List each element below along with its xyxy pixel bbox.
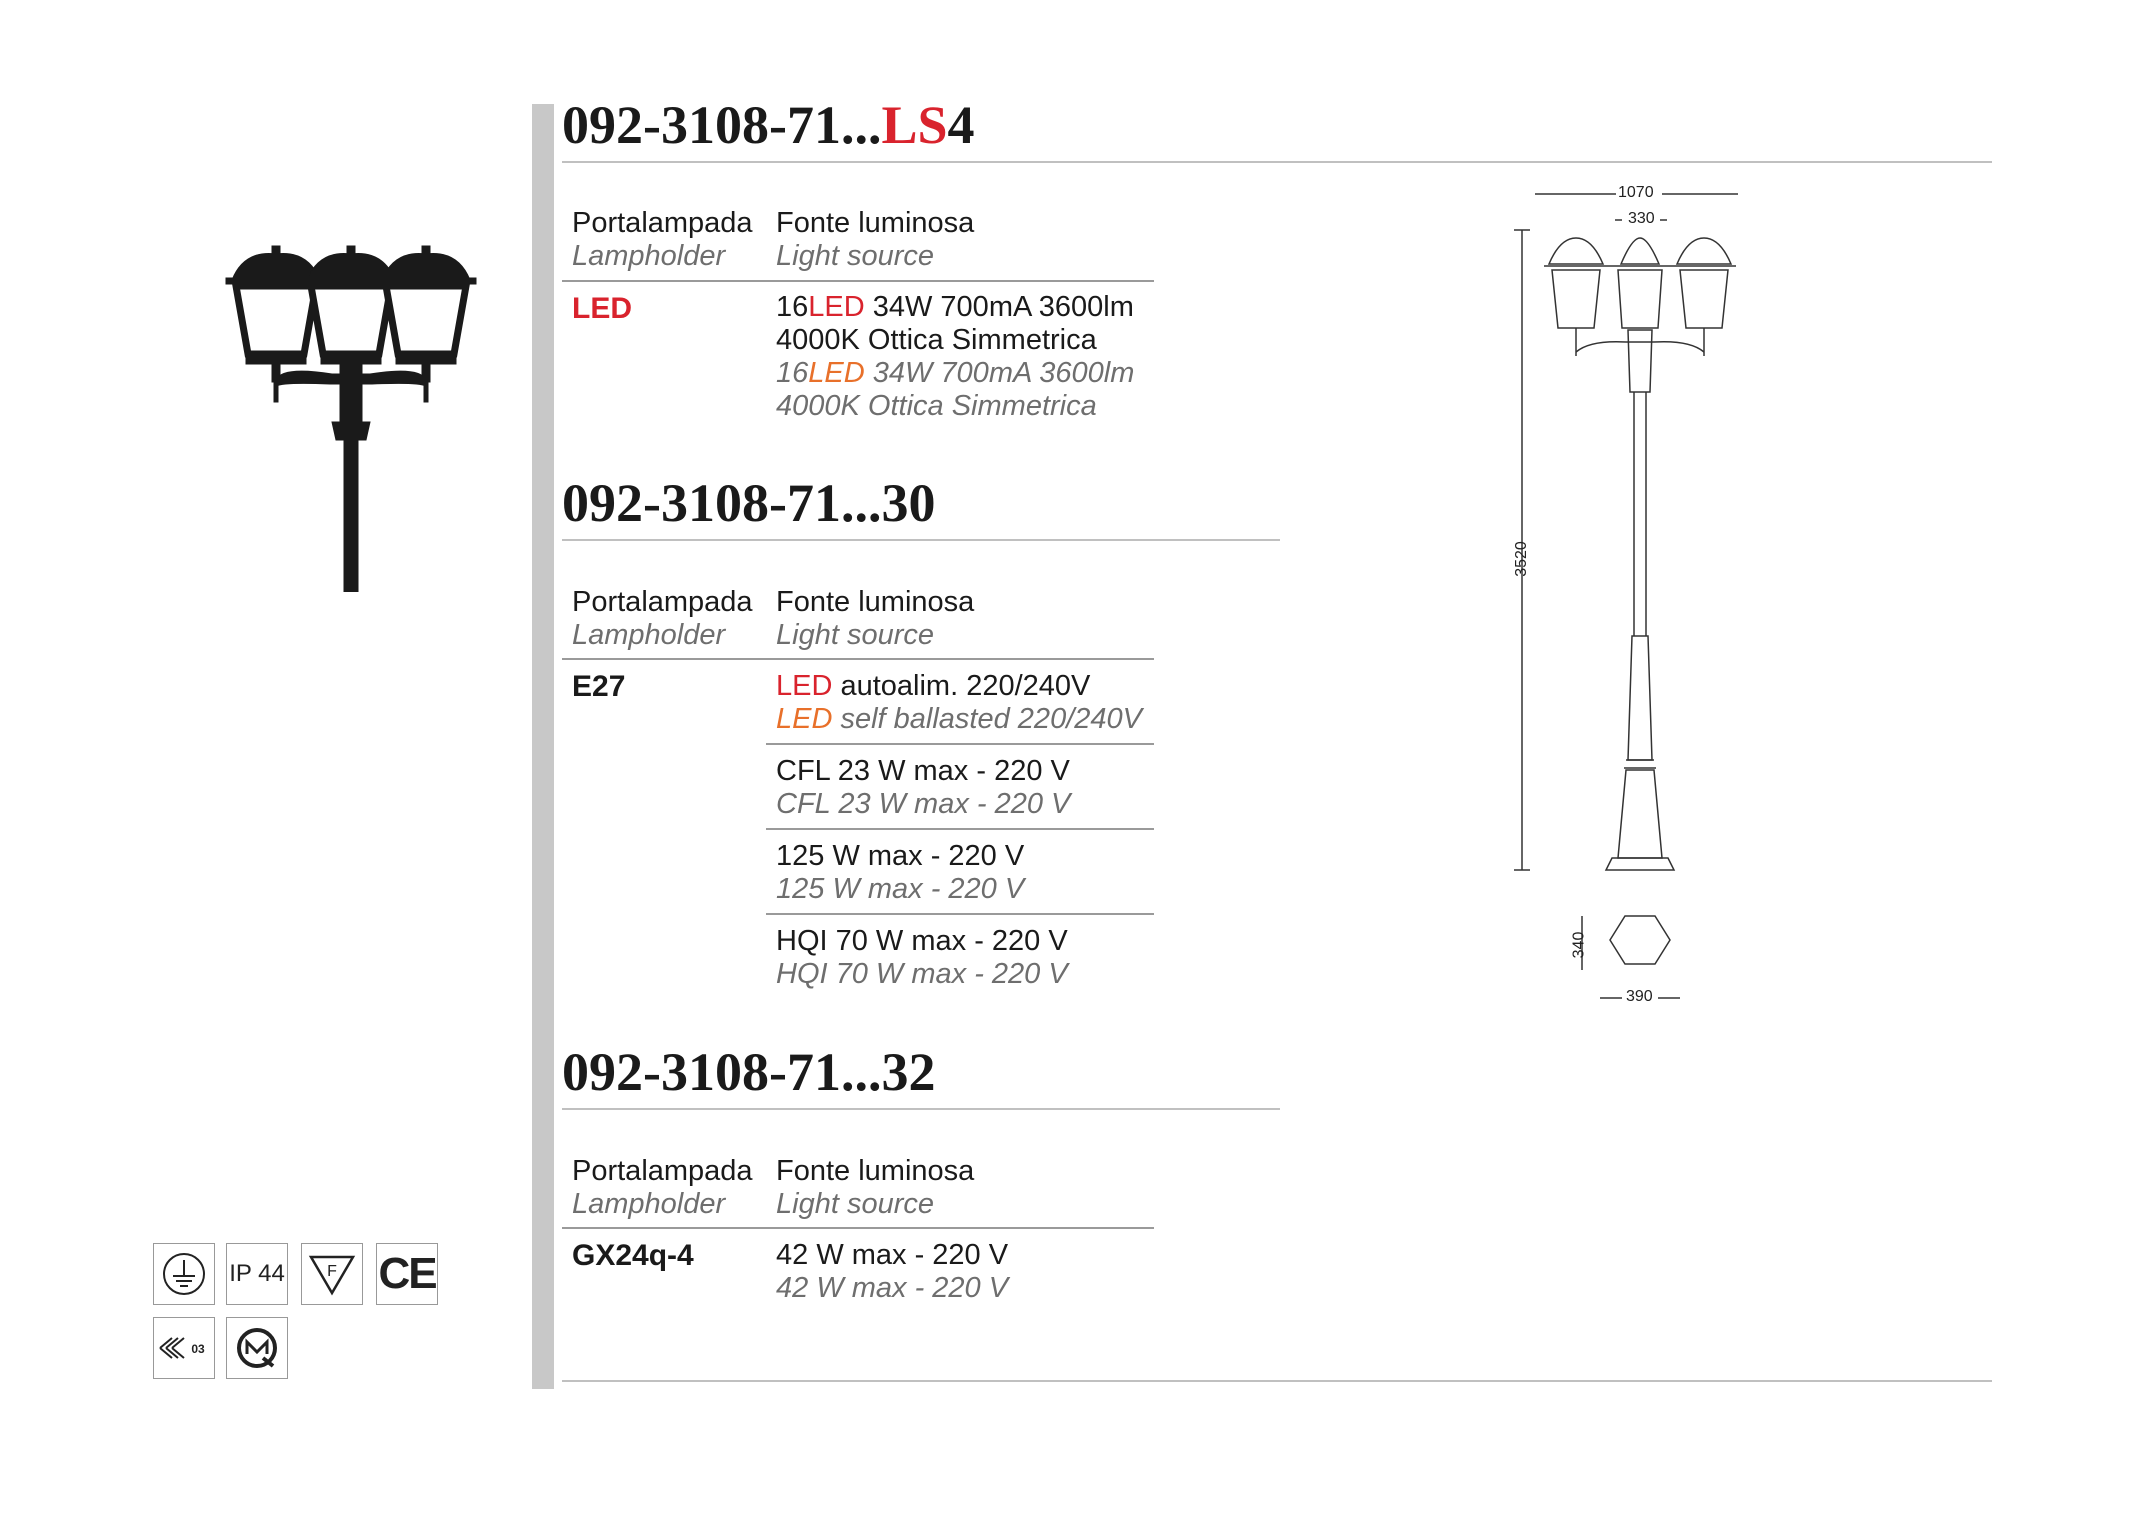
product-code-title: 092-3108-71...32: [562, 1042, 936, 1102]
row-rule: [766, 743, 1154, 745]
ce-mark-icon: CE: [376, 1243, 438, 1305]
impact-resistance-icon: [153, 1317, 215, 1379]
lampholder-header: Portalampada Lampholder: [572, 1155, 753, 1220]
light-source-cell: 125 W max - 220 V 125 W max - 220 V: [776, 840, 1025, 905]
imq-mark-icon: [226, 1317, 288, 1379]
product-lamp-illustration: [222, 236, 480, 592]
lampholder-header: Portalampada Lampholder: [572, 207, 753, 272]
lampholder-value: GX24q-4: [572, 1239, 694, 1272]
svg-text:F: F: [327, 1263, 337, 1280]
light-source-cell: LED autoalim. 220/240V LED self ballasted 220/240V: [776, 670, 1142, 735]
dimension-base-width: 390: [1626, 988, 1653, 1005]
header-rule: [562, 280, 1154, 282]
title-rule: [562, 161, 1992, 163]
section-sidebar-bar: [532, 104, 554, 1389]
dimension-base-depth: 340: [1570, 931, 1588, 959]
lampholder-value: LED: [572, 292, 632, 325]
ip-rating-icon: IP 44: [226, 1243, 288, 1305]
earth-ground-icon: [153, 1243, 215, 1305]
f-mark-icon: [301, 1243, 363, 1305]
product-code-title: 092-3108-71...LS4: [562, 95, 975, 155]
header-rule: [562, 1227, 1154, 1229]
light-source-cell: 16LED 34W 700mA 3600lm 4000K Ottica Simmetrica 16LED 34W 700mA 3600lm 4000K Ottica Simmetrica: [776, 291, 1135, 422]
lampholder-value: E27: [572, 670, 626, 703]
light-source-cell: CFL 23 W max - 220 V CFL 23 W max - 220 V: [776, 755, 1071, 820]
svg-text:03: 03: [191, 1342, 205, 1356]
technical-drawing: [1500, 180, 1770, 1020]
light-source-header: Fonte luminosa Light source: [776, 207, 975, 272]
lantern-left: [226, 246, 326, 382]
light-source-cell: HQI 70 W max - 220 V HQI 70 W max - 220 V: [776, 925, 1068, 990]
lantern-right: [376, 246, 476, 382]
light-source-header: Fonte luminosa Light source: [776, 586, 975, 651]
light-source-header: Fonte luminosa Light source: [776, 1155, 975, 1220]
title-rule: [562, 539, 1280, 541]
lampholder-header: Portalampada Lampholder: [572, 586, 753, 651]
bottom-rule: [562, 1380, 1992, 1382]
title-rule: [562, 1108, 1280, 1110]
dimension-head-width: 330: [1628, 210, 1655, 227]
light-source-cell: 42 W max - 220 V 42 W max - 220 V: [776, 1239, 1009, 1304]
product-code-title: 092-3108-71...30: [562, 473, 936, 533]
dimension-height: 3520: [1512, 541, 1530, 577]
row-rule: [766, 828, 1154, 830]
dimension-total-width: 1070: [1618, 184, 1654, 201]
row-rule: [766, 913, 1154, 915]
header-rule: [562, 658, 1154, 660]
